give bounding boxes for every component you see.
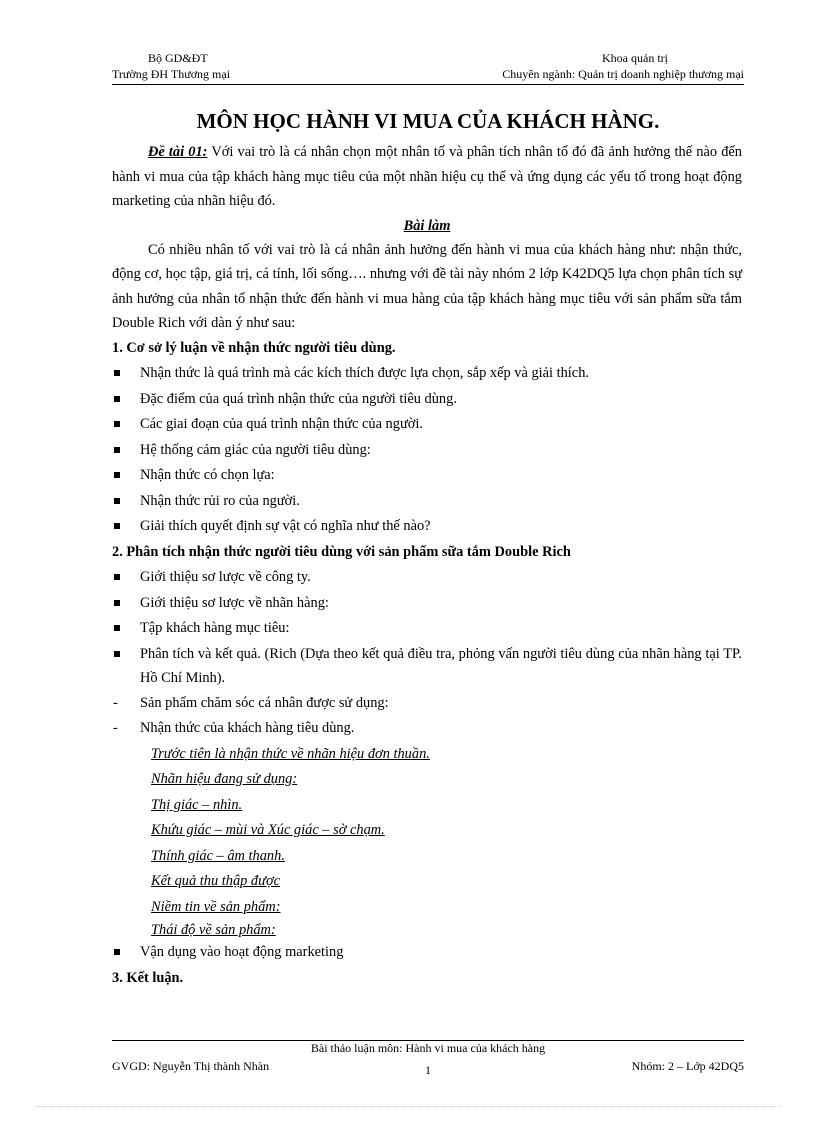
list-item: Phân tích và kết quả. (Rich (Dựa theo kết quả điều tra, phỏng vấn người tiêu dùng của nhãn hàng tại TP. Hồ Chí Minh).	[112, 642, 742, 691]
sub-item: Trước tiên là nhận thức về nhãn hiệu đơn thuần.	[151, 745, 430, 762]
sub-item: Khứu giác – mùi và Xúc giác – sờ chạm.	[151, 822, 385, 838]
square-bullet-icon	[114, 472, 120, 478]
topic-text: Với vai trò là cá nhân chọn một nhân tố và phân tích nhân tố đó đã ảnh hưởng thế nào đến hành vi mua của tập khách hàng mục tiêu của một nhãn hiệu cụ thể và ứng dụng các yếu tố trong hoạt động marketing của nhãn hiệu đó.	[112, 144, 742, 209]
square-bullet-icon	[114, 498, 120, 504]
square-bullet-icon	[114, 574, 120, 580]
footer-group: Nhóm: 2 – Lớp 42DQ5	[631, 1059, 744, 1073]
square-bullet-icon	[114, 651, 120, 657]
topic-paragraph	[112, 140, 742, 214]
sub-item: Thị giác – nhìn.	[151, 796, 243, 813]
square-bullet-icon	[114, 396, 120, 402]
square-bullet-icon	[114, 447, 120, 453]
dash-bullet-icon: -	[113, 694, 118, 711]
header-major: Chuyên ngành: Quản trị doanh nghiệp thương mại	[502, 67, 744, 81]
list-item: Nhận thức có chọn lựa:	[112, 463, 742, 489]
list-item: Giải thích quyết định sự vật có nghĩa như thế nào?	[112, 514, 742, 540]
sub-item: Thính giác – âm thanh.	[151, 847, 285, 864]
dash-bullet-icon: -	[113, 720, 118, 736]
header-ministry: Bộ GD&ĐT	[148, 51, 208, 65]
page-number: 1	[425, 1063, 431, 1077]
footer-instructor: GVGD: Nguyễn Thị thành Nhàn	[112, 1059, 270, 1073]
list-item: Đặc điểm của quá trình nhận thức của người tiêu dùng.	[112, 387, 742, 413]
header-university: Trường ĐH Thương mại	[112, 67, 231, 81]
square-bullet-icon	[114, 370, 120, 376]
page-bottom-dotted-line	[36, 1106, 780, 1107]
list-item: Nhận thức là quá trình mà các kích thích được lựa chọn, sắp xếp và giải thích.	[112, 361, 742, 387]
document-body	[112, 140, 742, 991]
header-faculty: Khoa quản trị	[602, 51, 668, 65]
page-title: MÔN HỌC HÀNH VI MUA CỦA KHÁCH HÀNG.	[196, 109, 660, 133]
section-3-heading: 3. Kết luận.	[112, 969, 184, 986]
section-2-list	[112, 565, 742, 742]
bai-lam-heading: Bài làm	[403, 217, 451, 234]
dash-list-item: - Nhận thức của khách hàng tiêu dùng.	[112, 716, 742, 742]
sub-item: Niềm tin về sản phẩm:	[151, 898, 281, 915]
list-item: Hệ thống cảm giác của người tiêu dùng:	[112, 438, 742, 464]
list-item: Tập khách hàng mục tiêu:	[112, 616, 742, 642]
header-rule	[112, 84, 744, 85]
section-2-heading: 2. Phân tích nhận thức người tiêu dùng với sản phẩm sữa tắm Double Rich	[112, 543, 571, 560]
square-bullet-icon	[114, 600, 120, 606]
section-2-final-list	[112, 940, 742, 966]
section-1-list	[112, 361, 742, 540]
square-bullet-icon	[114, 949, 120, 955]
list-item: Giới thiệu sơ lược về công ty.	[112, 565, 742, 591]
square-bullet-icon	[114, 421, 120, 427]
sub-item: Nhãn hiệu đang sử dụng:	[151, 771, 298, 787]
sub-item: Thái độ về sản phẩm:	[151, 922, 276, 938]
dash-list-item: - Sản phẩm chăm sóc cá nhân được sử dụng:	[112, 691, 742, 717]
list-item: Giới thiệu sơ lược về nhãn hàng:	[112, 591, 742, 617]
intro-paragraph: Có nhiều nhân tố với vai trò là cá nhân ảnh hưởng đến hành vi mua của khách hàng như: nhận thức, động cơ, học tập, giá trị, cá tính, lối sống…. nhưng với đề tài này nhóm 2 lớp K42DQ5 lựa chọn phân tích sự ảnh hưởng của nhân tố nhận thức đến hành vi mua hàng của tập khách hàng mục tiêu với sản phẩm sữa tắm Double Rich với dàn ý như sau:	[112, 241, 742, 331]
square-bullet-icon	[114, 523, 120, 529]
topic-label: Đề tài 01:	[148, 144, 208, 160]
section-1-heading: 1. Cơ sở lý luận về nhận thức người tiêu dùng.	[112, 339, 396, 356]
page-header	[112, 50, 744, 82]
list-item: Các giai đoạn của quá trình nhận thức của người.	[112, 412, 742, 438]
square-bullet-icon	[114, 625, 120, 631]
list-item: Nhận thức rủi ro của người.	[112, 489, 742, 515]
footer-course: Bài thảo luận môn: Hành vi mua của khách hàng	[310, 1041, 546, 1055]
sub-item: Kết quả thu thập được	[151, 873, 281, 889]
list-item: Vận dụng vào hoạt động marketing	[112, 940, 742, 966]
